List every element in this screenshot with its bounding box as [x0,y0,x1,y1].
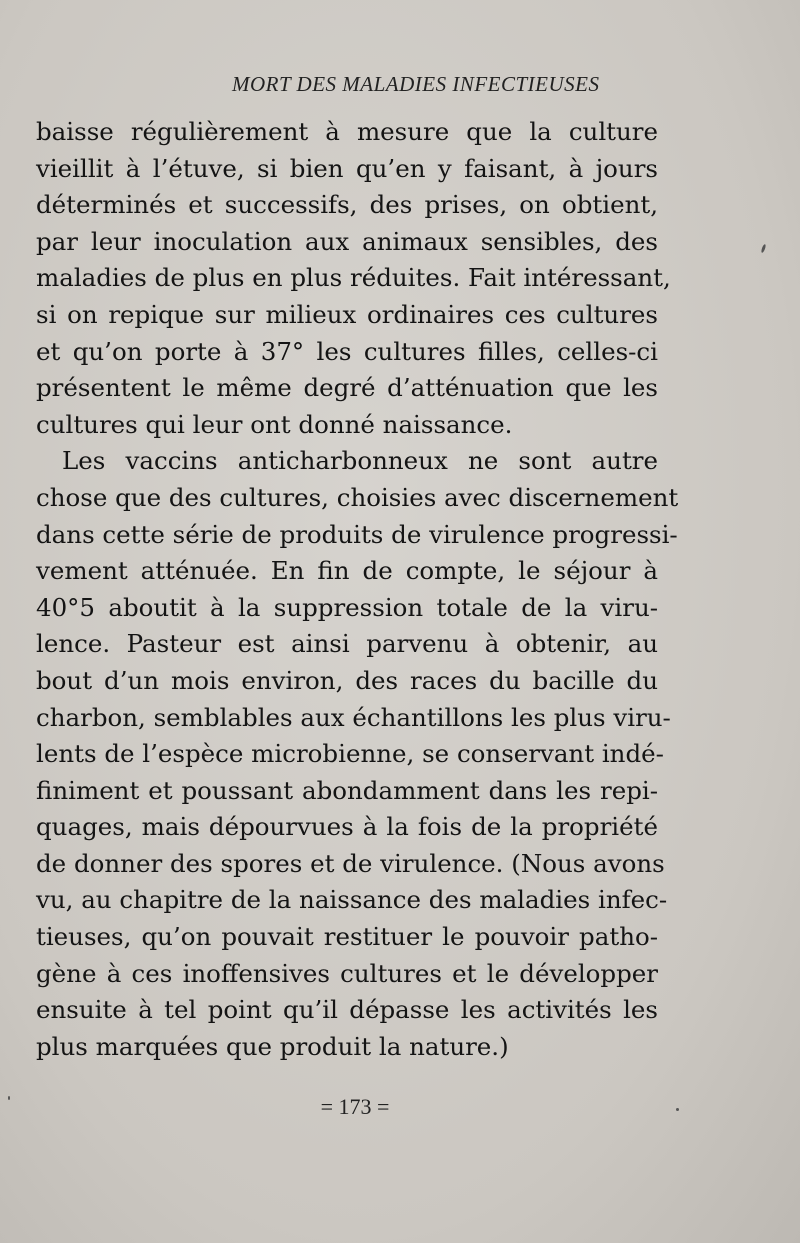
text-line: lents de l’espèce microbienne, se conservant indé- [36,739,664,769]
paragraph-2 [36,443,679,1065]
text-line: cultures qui leur ont donné naissance. [36,409,513,439]
text-line: quages, mais dépourvues à la fois de la propriété [36,812,658,842]
text-line: chose que des cultures, choisies avec discernement [36,482,679,512]
paper-speck [676,1108,679,1111]
text-line: présentent le même degré d’atténuation que les [36,373,658,403]
page-number: = 173 = [320,1094,390,1119]
paragraph-1 [36,114,671,443]
text-line: dans cette série de produits de virulence progressi- [36,519,678,549]
text-line: par leur inoculation aux animaux sensibles, des [36,226,658,256]
text-line: vu, au chapitre de la naissance des maladies infec- [36,885,668,915]
text-line: de donner des spores et de virulence. (Nous avons [36,848,665,878]
paper-speck [761,244,767,253]
running-head: MORT DES MALADIES INFECTIEUSES [232,72,600,96]
text-line: gène à ces inoffensives cultures et le développer [36,958,658,988]
text-line: déterminés et successifs, des prises, on obtient, [36,190,658,220]
text-line: vement atténuée. En fin de compte, le séjour à [36,556,658,586]
text-line: vieillit à l’étuve, si bien qu’en y faisant, à jours [36,153,658,183]
text-line: charbon, semblables aux échantillons les plus viru- [36,702,671,732]
text-line: finiment et poussant abondamment dans les repi- [36,775,658,805]
text-line: si on repique sur milieux ordinaires ces cultures [36,299,658,329]
text-line: baisse régulièrement à mesure que la culture [36,117,658,146]
text-line: bout d’un mois environ, des races du bacille du [36,665,658,695]
text-line: plus marquées que produit la nature.) [36,1031,509,1061]
text-line: 40°5 aboutit à la suppression totale de la viru- [36,592,658,622]
text-line: lence. Pasteur est ainsi parvenu à obtenir, au [36,629,658,659]
body-text [36,114,679,1065]
text-line: maladies de plus en plus réduites. Fait intéressant, [36,263,671,293]
text-line: tieuses, qu’on pouvait restituer le pouvoir patho- [36,922,658,952]
text-line: Les vaccins anticharbonneux ne sont autre [62,446,658,476]
text-line: ensuite à tel point qu’il dépasse les activités les [36,995,658,1025]
paper-speck [8,1096,10,1100]
text-line: et qu’on porte à 37° les cultures filles, celles-ci [36,336,658,366]
